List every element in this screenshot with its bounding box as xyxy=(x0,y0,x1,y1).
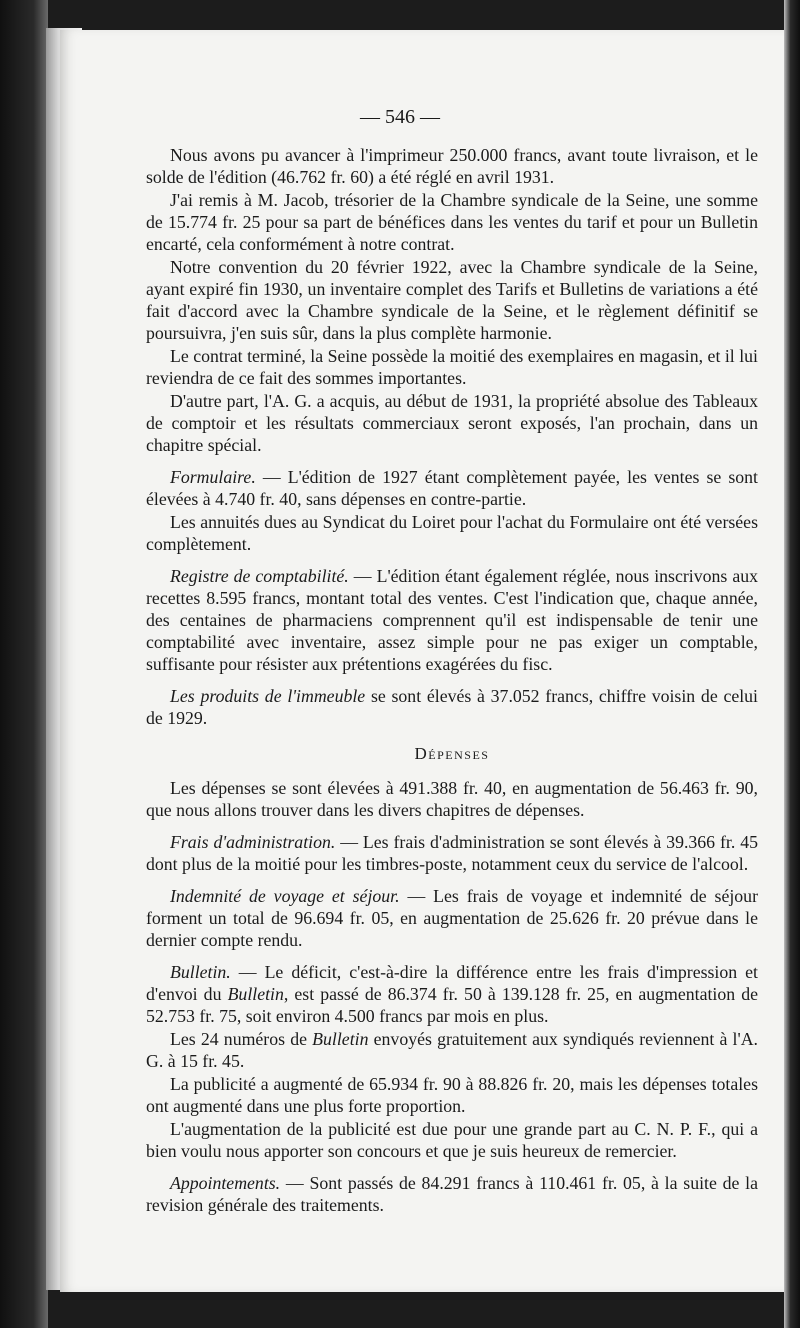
formulaire-heading: Formulaire. xyxy=(170,467,256,487)
paragraph: Les dépenses se sont élevées à 491.388 fr. 40, en augmentation de 56.463 fr. 90, que nous allons trouver dans les divers chapitres de dépenses. xyxy=(146,778,758,820)
paragraph: Notre convention du 20 février 1922, avec la Chambre syndicale de la Seine, ayant expiré fin 1930, un inventaire complet des Tarifs et Bulletins de variations a été fait d'accord avec la Chambre syndicale de la Seine, et le règlement définitif se poursuivra, j'en suis sûr, dans la plus complète harmonie. xyxy=(146,257,758,343)
immeuble-paragraph xyxy=(146,685,758,729)
frais-heading: Frais d'administration. xyxy=(170,832,336,852)
paragraph: La publicité a augmenté de 65.934 fr. 90 à 88.826 fr. 20, mais les dépenses totales ont augmenté dans une plus forte proportion. xyxy=(146,1074,758,1116)
paragraph: J'ai remis à M. Jacob, trésorier de la Chambre syndicale de la Seine, une somme de 15.774 fr. 25 pour sa part de bénéfices dans les ventes du tarif et pour un Bulletin encarté, cela conformément à notre contrat. xyxy=(146,190,758,254)
numeros-em: Bulletin xyxy=(312,1029,369,1049)
page-body xyxy=(146,144,758,1216)
immeuble-heading: Les produits de l'immeuble xyxy=(170,686,366,706)
appointements-paragraph xyxy=(146,1172,758,1216)
indemnite-paragraph xyxy=(146,885,758,951)
numeros-text-a: Les 24 numéros de xyxy=(170,1029,313,1049)
numeros-text-b: envoyés gratuitement aux syndiqués reviennent à l'A. G. à 15 fr. 45. xyxy=(146,1029,758,1071)
formulaire-paragraph xyxy=(146,466,758,510)
paragraph: Les annuités dues au Syndicat du Loiret pour l'achat du Formulaire ont été versées complètement. xyxy=(146,512,758,554)
frais-text: — Les frais d'administration se sont élevés à 39.366 fr. 45 dont plus de la moitié pour les timbres-poste, notamment ceux du service de l'alcool. xyxy=(146,832,758,874)
registre-paragraph xyxy=(146,565,758,675)
immeuble-text: se sont élevés à 37.052 francs, chiffre voisin de celui de 1929. xyxy=(146,686,758,728)
paragraph: Le contrat terminé, la Seine possède la moitié des exemplaires en magasin, et il lui reviendra de ce fait des sommes importantes. xyxy=(146,346,758,388)
bulletin-text-a: — Le déficit, c'est-à-dire la différence entre les frais d'impression et d'envoi du xyxy=(146,962,758,1004)
formulaire-text: — L'édition de 1927 étant complètement payée, les ventes se sont élevées à 4.740 fr. 40, sans dépenses en contre-partie. xyxy=(146,467,758,509)
section-title: Dépenses xyxy=(414,744,490,763)
indemnite-heading: Indemnité de voyage et séjour. xyxy=(170,886,400,906)
page-number: — 546 — xyxy=(360,106,440,128)
frais-paragraph xyxy=(146,831,758,875)
bulletin-text-b: , est passé de 86.374 fr. 50 à 139.128 fr. 25, en augmentation de 52.753 fr. 75, soit environ 4.500 francs par mois en plus. xyxy=(146,984,758,1026)
bulletin-em: Bulletin xyxy=(227,984,284,1004)
appointements-text: — Sont passés de 84.291 francs à 110.461 fr. 05, à la suite de la revision générale des traitements. xyxy=(146,1173,758,1215)
scan-edge xyxy=(784,0,800,1328)
appointements-heading: Appointements. xyxy=(170,1173,281,1193)
indemnite-text: — Les frais de voyage et indemnité de séjour forment un total de 96.694 fr. 05, en augmentation de 25.626 fr. 20 prévue dans le dernier compte rendu. xyxy=(146,886,758,950)
paragraph: L'augmentation de la publicité est due pour une grande part au C. N. P. F., qui a bien voulu nous apporter son concours et que je suis heureux de remercier. xyxy=(146,1119,758,1161)
bulletin-heading: Bulletin. xyxy=(170,962,231,982)
bulletin-paragraph xyxy=(146,961,758,1027)
scan-gutter xyxy=(0,0,48,1328)
registre-text: — L'édition étant également réglée, nous inscrivons aux recettes 8.595 francs, montant total des ventes. C'est l'indication que, chaque année, des centaines de pharmaciens comprennent qu'il est indispensable de tenir une comptabilité avec inventaire, assez simple pour ne pas exiger un comptable, suffisante pour résister aux prétentions exagérées du fisc. xyxy=(146,566,758,674)
paragraph: D'autre part, l'A. G. a acquis, au début de 1931, la propriété absolue des Tableaux de comptoir et les résultats commerciaux seront exposés, l'an prochain, dans un chapitre spécial. xyxy=(146,391,758,455)
numeros-paragraph xyxy=(146,1028,758,1072)
registre-heading: Registre de comptabilité. xyxy=(170,566,349,586)
paragraph: Nous avons pu avancer à l'imprimeur 250.000 francs, avant toute livraison, et le solde de l'édition (46.762 fr. 60) a été réglé en avril 1931. xyxy=(146,145,758,187)
